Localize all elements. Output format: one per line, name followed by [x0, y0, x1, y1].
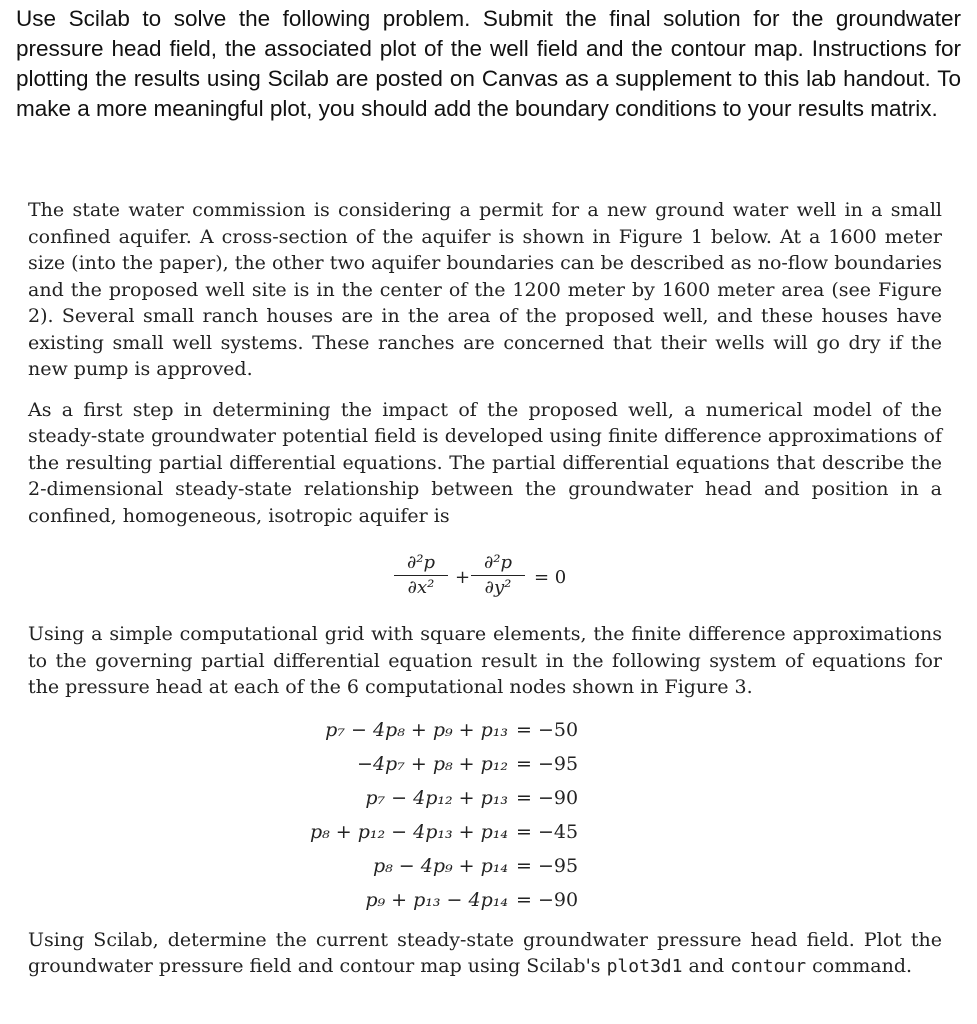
equation-row	[28, 715, 608, 745]
equation-rhs: = −50	[516, 718, 579, 741]
paragraph-grid: Using a simple computational grid with square elements, the finite difference approximations to the governing partial differential equation result in the following system of equations for the pressure head at each of the 6 computational nodes shown in Figure 3.	[28, 623, 942, 698]
equation-row	[28, 817, 608, 847]
paragraph-task	[28, 927, 942, 981]
command-plot3d1: plot3d1	[606, 956, 683, 977]
equation-rhs: = −90	[516, 786, 579, 809]
pde-rhs: = 0	[534, 567, 567, 588]
equation-rhs: = −95	[516, 854, 579, 877]
task-text-start: Using Scilab, determine the current steady-state groundwater pressure head field. Plot the groundwater pressure field and contour map using Scilab's	[28, 928, 942, 977]
equation-lhs: p₉ + p₁₃ − 4p₁₄	[365, 888, 508, 911]
equation-rhs: = −90	[516, 888, 579, 911]
pde-term-x	[394, 553, 448, 598]
equation-row	[28, 783, 608, 813]
equation-system	[28, 715, 942, 923]
pde-plus: +	[455, 567, 471, 588]
equation-row	[28, 749, 608, 779]
equation-lhs: p₈ − 4p₉ + p₁₄	[372, 854, 508, 877]
pde-term-y	[471, 553, 525, 598]
instructions-header	[16, 4, 961, 124]
command-contour: contour	[730, 956, 807, 977]
task-text-mid: and	[682, 955, 731, 977]
problem-statement	[28, 197, 942, 981]
equation-row	[28, 851, 608, 881]
equation-lhs: p₇ − 4p₈ + p₉ + p₁₃	[325, 718, 508, 741]
equation-lhs: p₈ + p₁₂ − 4p₁₃ + p₁₄	[309, 820, 508, 843]
pde-term-x-numerator: ∂²p	[406, 552, 436, 573]
pde-term-x-denominator: ∂x²	[407, 577, 435, 598]
equation-rhs: = −45	[516, 820, 579, 843]
pde-term-y-numerator: ∂²p	[483, 552, 513, 573]
task-text-end: command.	[806, 955, 913, 977]
pde-term-y-denominator: ∂y²	[484, 577, 512, 598]
equation-row	[28, 885, 608, 915]
equation-lhs: p₇ − 4p₁₂ + p₁₃	[365, 786, 508, 809]
equation-lhs: −4p₇ + p₈ + p₁₂	[357, 752, 508, 775]
paragraph-model: As a first step in determining the impact of the proposed well, a numerical model of the steady-state groundwater potential field is developed using finite difference approximations of the resulting partial differential equations. The partial differential equations that describe the 2-dimensional steady-state relationship between the groundwater head and position in a confined, homogeneous, isotropic aquifer is	[28, 398, 942, 527]
instructions-text: Use Scilab to solve the following problem. Submit the final solution for the groundwater pressure head field, the associated plot of the well field and the contour map. Instructions for plotting the results using Scilab are posted on Canvas as a supplement to this lab handout. To make a more meaningful plot, you should add the boundary conditions to your results matrix.	[16, 6, 961, 121]
paragraph-intro: The state water commission is considering a permit for a new ground water well in a small confined aquifer. A cross-section of the aquifer is shown in Figure 1 below. At a 1600 meter size (into the paper), the other two aquifer boundaries can be described as no-flow boundaries and the proposed well site is in the center of the 1200 meter by 1600 meter area (see Figure 2). Several small ranch houses are in the area of the proposed well, and these houses have existing small well systems. These ranches are concerned that their wells will go dry if the new pump is approved.	[28, 199, 942, 380]
equation-rhs: = −95	[516, 752, 579, 775]
governing-equation	[28, 543, 942, 621]
